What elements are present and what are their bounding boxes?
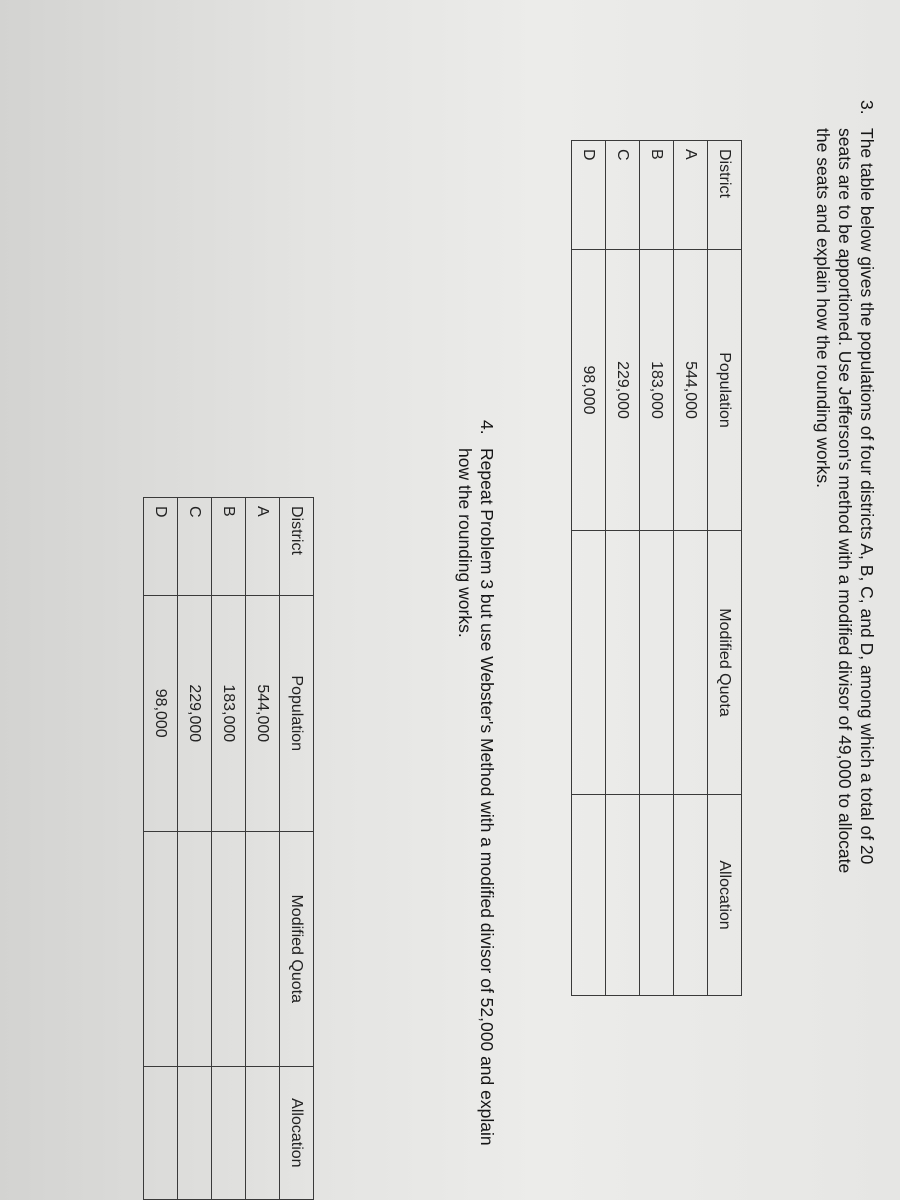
header-population: Population xyxy=(280,595,314,831)
district-cell: B xyxy=(212,498,246,596)
table-row xyxy=(572,141,606,996)
population-cell: 183,000 xyxy=(640,250,674,531)
modified-quota-cell[interactable] xyxy=(212,831,246,1066)
population-cell: 229,000 xyxy=(178,595,212,831)
header-modified-quota: Modified Quota xyxy=(280,831,314,1066)
table-row xyxy=(640,141,674,996)
district-cell: D xyxy=(144,498,178,596)
modified-quota-cell[interactable] xyxy=(246,831,280,1066)
modified-quota-cell[interactable] xyxy=(572,531,606,795)
district-cell: A xyxy=(246,498,280,596)
header-district: District xyxy=(280,498,314,596)
population-cell: 544,000 xyxy=(246,595,280,831)
allocation-cell[interactable] xyxy=(246,1066,280,1199)
header-allocation: Allocation xyxy=(708,795,742,996)
table-row xyxy=(144,498,178,1200)
district-cell: B xyxy=(640,141,674,250)
table-row xyxy=(674,141,708,996)
population-cell: 229,000 xyxy=(606,250,640,531)
header-district: District xyxy=(708,141,742,250)
header-allocation: Allocation xyxy=(280,1066,314,1199)
header-modified-quota: Modified Quota xyxy=(708,531,742,795)
problem-4-text: Repeat Problem 3 but use Webster's Method with a modified divisor of 52,000 and explain how the rounding works. xyxy=(455,448,497,1146)
modified-quota-cell[interactable] xyxy=(144,831,178,1066)
modified-quota-cell[interactable] xyxy=(640,531,674,795)
modified-quota-cell[interactable] xyxy=(674,531,708,795)
allocation-cell[interactable] xyxy=(572,795,606,996)
modified-quota-cell[interactable] xyxy=(178,831,212,1066)
allocation-cell[interactable] xyxy=(640,795,674,996)
modified-quota-cell[interactable] xyxy=(606,531,640,795)
allocation-cell[interactable] xyxy=(606,795,640,996)
allocation-cell[interactable] xyxy=(178,1066,212,1199)
district-cell: C xyxy=(178,498,212,596)
table-row xyxy=(246,498,280,1200)
table-row xyxy=(212,498,246,1200)
allocation-cell[interactable] xyxy=(212,1066,246,1199)
header-population: Population xyxy=(708,250,742,531)
district-cell: C xyxy=(606,141,640,250)
allocation-cell[interactable] xyxy=(674,795,708,996)
table-row xyxy=(606,141,640,996)
table-header-row xyxy=(280,498,314,1200)
district-cell: A xyxy=(674,141,708,250)
table-header-row xyxy=(708,141,742,996)
jefferson-table xyxy=(571,140,742,996)
district-cell: D xyxy=(572,141,606,250)
population-cell: 98,000 xyxy=(144,595,178,831)
problem-3-number: 3. xyxy=(857,100,877,115)
population-cell: 544,000 xyxy=(674,250,708,531)
webster-table xyxy=(143,497,314,1200)
problem-4-number: 4. xyxy=(477,420,497,435)
population-cell: 183,000 xyxy=(212,595,246,831)
population-cell: 98,000 xyxy=(572,250,606,531)
allocation-cell[interactable] xyxy=(144,1066,178,1199)
table-row xyxy=(178,498,212,1200)
problem-3-text: The table below gives the populations of four districts A, B, C, and D, among which a total of 20 seats are to be apportioned. Use Jefferson's method with a modified divisor of 49,000 to allocate the seats and explain how the rounding works. xyxy=(813,128,877,874)
